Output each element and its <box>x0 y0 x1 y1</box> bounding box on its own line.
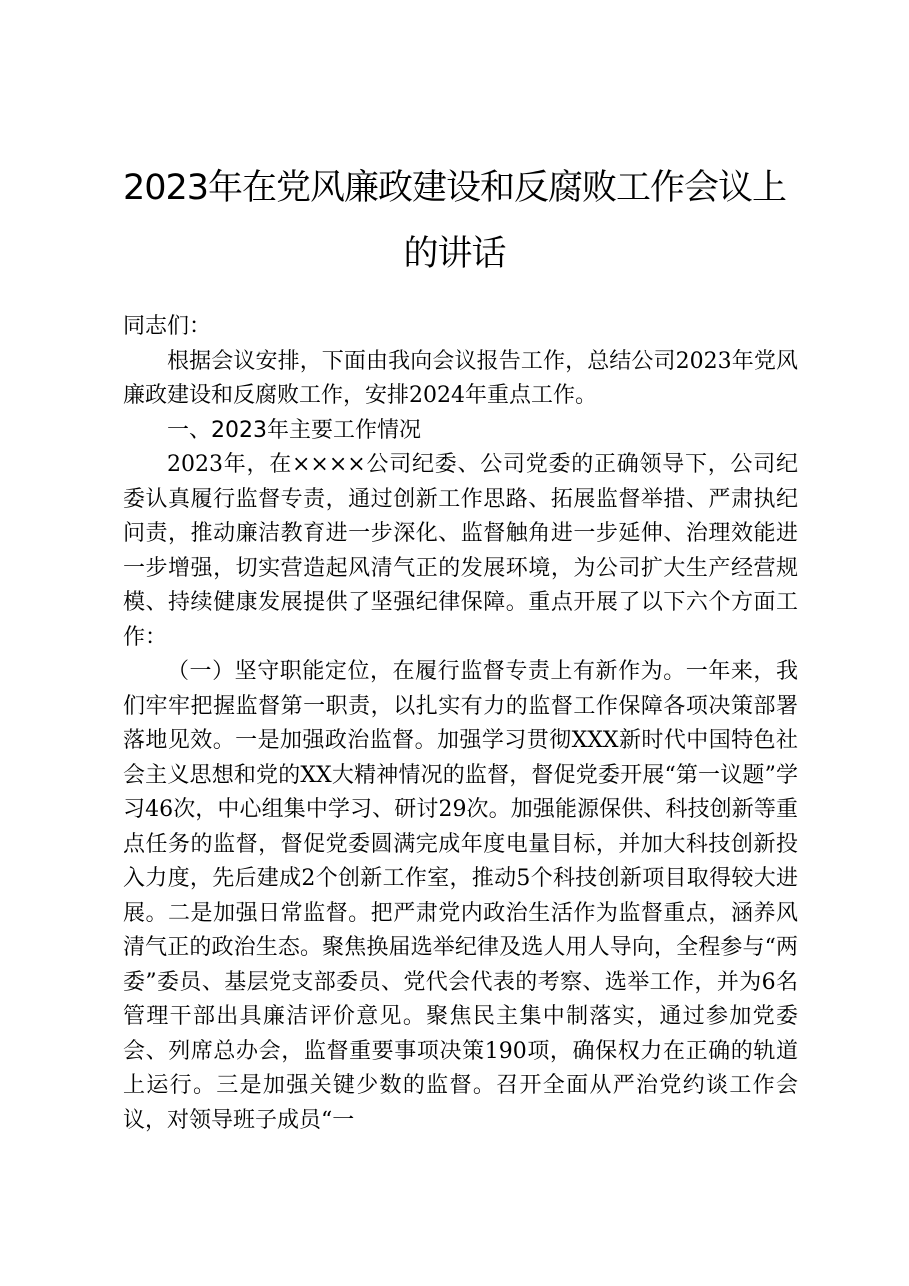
body-paragraph-1: 2023年，在××××公司纪委、公司党委的正确领导下，公司纪委认真履行监督专责，通过创新工作思路、拓展监督举措、严肃执纪问责，推动廉洁教育进一步深化、监督触角进一步延伸、治理效能进一步增强，切实营造起风清气正的发展环境，为公司扩大生产经营规模、持续健康发展提供了坚强纪律保障。重点开展了以下六个方面工作： <box>123 452 798 650</box>
intro-paragraph: 根据会议安排，下面由我向会议报告工作，总结公司2023年党风廉政建设和反腐败工作，安排2024年重点工作。 <box>123 348 798 408</box>
document-title-line-1: 2023年在党风廉政建设和反腐败工作会议上 <box>122 168 787 208</box>
body-paragraph-2: （一）坚守职能定位，在履行监督专责上有新作为。一年来，我们牢牢把握监督第一职责，以扎实有力的监督工作保障各项决策部署落地见效。一是加强政治监督。加强学习贯彻XXX新时代中国特色社会主义思想和党的XX大精神情况的监督，督促党委开展“第一议题”学习46次，中心组集中学习、研讨29次。加强能源保供、科技创新等重点任务的监督，督促党委圆满完成年度电量目标，并加大科技创新投入力度，先后建成2个创新工作室，推动5个科技创新项目取得较大进展。二是加强日常监督。把严肃党内政治生活作为监督重点，涵养风清气正的政治生态。聚焦换届选举纪律及选人用人导向，全程参与“两委”委员、基层党支部委员、党代会代表的考察、选举工作，并为6名管理干部出具廉洁评价意见。聚焦民主集中制落实，通过参加党委会、列席总办会，监督重要事项决策190项，确保权力在正确的轨道上运行。三是加强关键少数的监督。召开全面从严治党约谈工作会议，对领导班子成员“一 <box>123 659 798 1133</box>
document-body <box>123 310 798 1138</box>
salutation: 同志们： <box>123 314 212 339</box>
document-title-line-2: 的讲话 <box>403 234 506 274</box>
section-heading: 一、2023年主要工作情况 <box>167 417 421 443</box>
